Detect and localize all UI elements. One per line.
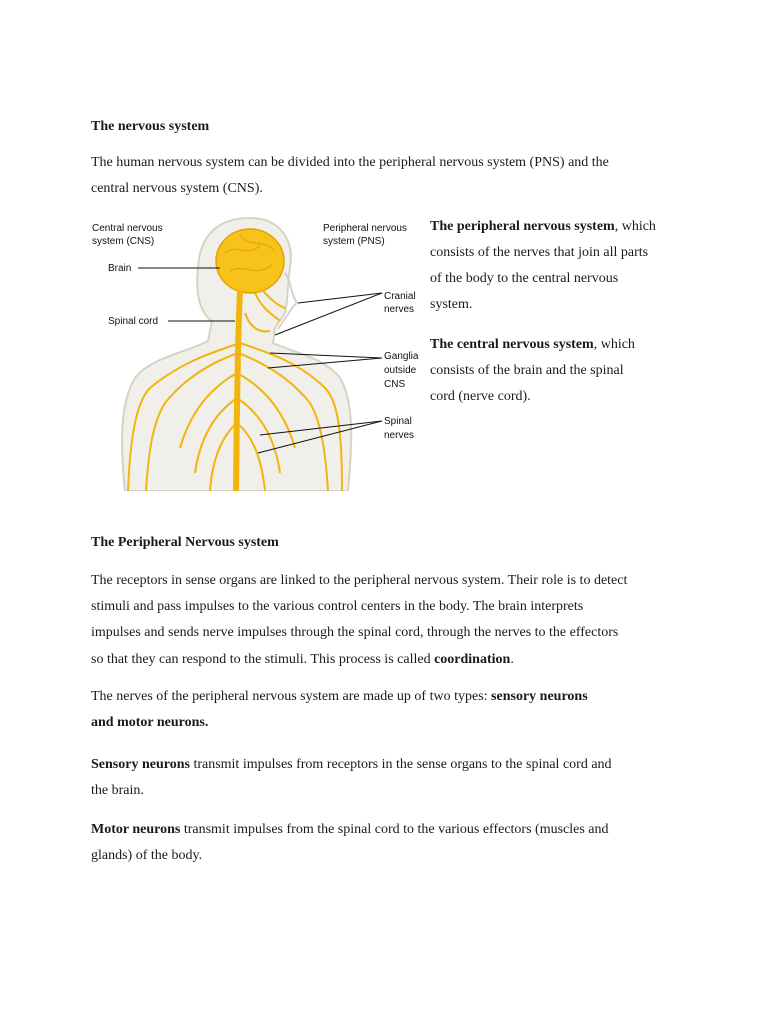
side-cns-line-2: consists of the brain and the spinal bbox=[430, 363, 624, 378]
heading-nervous-system: The nervous system bbox=[91, 119, 210, 134]
label-spinal-nerves-2: nerves bbox=[384, 430, 415, 441]
label-spinal-cord: Spinal cord bbox=[108, 316, 159, 327]
label-pns-1: Peripheral nervous bbox=[323, 223, 407, 234]
side-cns-rest: , which bbox=[593, 337, 635, 352]
label-cranial-2: nerves bbox=[384, 304, 415, 315]
sensory-neurons-label: Sensory neurons bbox=[91, 757, 190, 772]
side-pns-rest: , which bbox=[614, 219, 656, 234]
para4-line-1 bbox=[91, 817, 609, 843]
para2-line-1 bbox=[91, 684, 588, 710]
side-cns-bold: The central nervous system bbox=[430, 337, 594, 352]
intro-line-1: The human nervous system can be divided into the peripheral nervous system (PNS) and the bbox=[91, 155, 609, 170]
label-spinal-nerves-1: Spinal bbox=[384, 416, 412, 427]
para1-line-4 bbox=[91, 647, 514, 673]
para1-line-4-start: so that they can respond to the stimuli. This process is called bbox=[91, 652, 435, 667]
label-ganglia-2: outside bbox=[384, 365, 417, 376]
para1-line-3: impulses and sends nerve impulses through the spinal cord, through the nerves to the effectors bbox=[91, 625, 619, 640]
side-cns-line-1 bbox=[430, 332, 635, 358]
label-pns-2: system (PNS) bbox=[323, 236, 385, 247]
side-pns-line-2: consists of the nerves that join all parts bbox=[430, 245, 649, 260]
coordination-term: coordination bbox=[434, 652, 511, 667]
para3-line-2: the brain. bbox=[91, 783, 144, 798]
para3-line-1 bbox=[91, 752, 612, 778]
label-cranial-1: Cranial bbox=[384, 291, 416, 302]
motor-neurons-label: Motor neurons bbox=[91, 822, 181, 837]
para1-line-2: stimuli and pass impulses to the various control centers in the body. The brain interprets bbox=[91, 599, 584, 614]
para1-line-4-end: . bbox=[510, 652, 514, 667]
para1-line-1: The receptors in sense organs are linked to the peripheral nervous system. Their role is to detect bbox=[91, 573, 628, 588]
intro-line-2: central nervous system (CNS). bbox=[91, 181, 263, 196]
label-cns-2: system (CNS) bbox=[92, 236, 155, 247]
brain-shape bbox=[216, 229, 284, 293]
side-pns-line-1 bbox=[430, 214, 656, 240]
side-cns-line-3: cord (nerve cord). bbox=[430, 389, 531, 404]
label-cns-1: Central nervous bbox=[92, 223, 163, 234]
side-pns-bold: The peripheral nervous system bbox=[430, 219, 615, 234]
para4-line-1-rest: transmit impulses from the spinal cord to the various effectors (muscles and bbox=[180, 822, 609, 837]
label-ganglia-1: Ganglia bbox=[384, 351, 419, 362]
heading-peripheral-nervous-system: The Peripheral Nervous system bbox=[91, 535, 279, 550]
label-ganglia-3: CNS bbox=[384, 379, 406, 390]
para2-line-1-start: The nerves of the peripheral nervous system are made up of two types: bbox=[91, 689, 492, 704]
side-pns-line-3: of the body to the central nervous bbox=[430, 271, 619, 286]
side-pns-line-4: system. bbox=[430, 297, 473, 312]
para4-line-2: glands) of the body. bbox=[91, 848, 203, 863]
sensory-neurons-term: sensory neurons bbox=[491, 689, 588, 704]
label-brain: Brain bbox=[108, 263, 132, 274]
para3-line-1-rest: transmit impulses from receptors in the sense organs to the spinal cord and bbox=[189, 757, 612, 772]
nervous-system-figure bbox=[90, 213, 420, 491]
para2-line-2: and motor neurons. bbox=[91, 715, 209, 730]
